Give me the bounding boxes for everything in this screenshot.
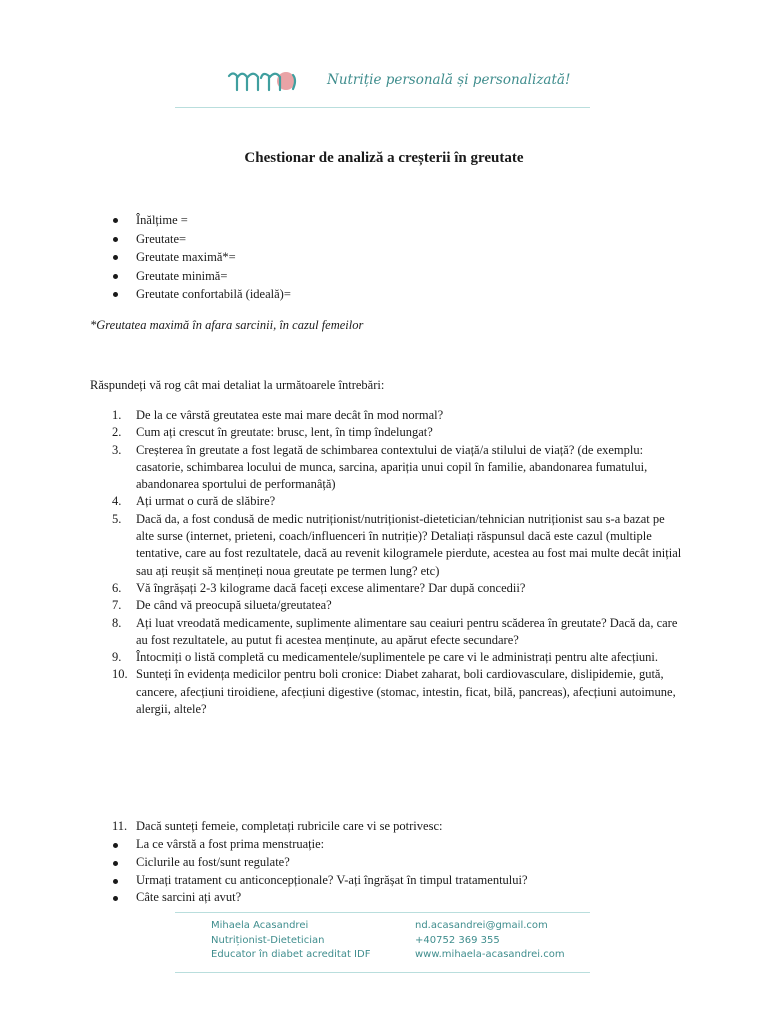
letterhead — [175, 50, 590, 108]
question-item — [113, 649, 683, 666]
list-item: Înălțime = — [113, 211, 291, 230]
question-number: 11. — [112, 819, 128, 833]
question-item — [113, 493, 683, 510]
question-text: Cum ați crescut în greutate: brusc, lent, în timp îndelungat? — [136, 425, 433, 440]
list-item: Ciclurile au fost/sunt regulate? — [113, 854, 528, 872]
question-item — [113, 580, 683, 597]
question-item — [113, 442, 683, 494]
question-text: Creșterea în greutate a fost legată de schimbarea contextului de viață/a stilului de viață? (de exemplu: casatorie, schimbarea locului de munca, sarcina, apariția unui copil în familie, abandonarea fumatului, abandonarea sportului de performanâță) — [136, 442, 648, 492]
question-number: 7. — [112, 598, 122, 613]
measurements-list — [113, 211, 291, 304]
question-number: 10. — [112, 667, 128, 682]
question-item — [113, 407, 683, 424]
question-item — [113, 666, 683, 718]
page-title: Chestionar de analiză a creșterii în greutate — [244, 150, 524, 166]
question-number: 6. — [112, 580, 122, 595]
phone-number: +40752 369 355 — [415, 934, 500, 946]
question-number: 1. — [112, 408, 122, 422]
question-text: Vă îngrășați 2-3 kilograme dacă faceți excese alimentare? Dar după concedii? — [136, 580, 526, 595]
author-certification: Educator în diabet acreditat IDF — [211, 949, 371, 960]
author-name: Mihaela Acasandrei — [211, 920, 309, 931]
list-item: Greutate confortabilă (ideală)= — [113, 285, 291, 304]
question-number: 2. — [112, 425, 122, 440]
list-item: Urmați tratament cu anticoncepționale? V-ați îngrășat în timpul tratamentului? — [113, 872, 528, 890]
list-item: Câte sarcini ați avut? — [113, 889, 528, 907]
question-number: 8. — [112, 615, 122, 630]
email-link[interactable]: nd.acasandrei@gmail.com — [415, 920, 548, 931]
list-item: Greutate minimă= — [113, 267, 291, 286]
question-text: De când vă preocupă silueta/greutatea? — [136, 598, 332, 613]
footer-contact-person — [211, 919, 370, 963]
question-item — [113, 615, 683, 650]
ma-logo-icon — [227, 66, 299, 94]
footer-contact-details — [415, 919, 565, 963]
tagline: Nutriție personală și personalizată! — [327, 72, 571, 88]
question-number: 5. — [112, 511, 122, 526]
intro-text: Răspundeți vă rog cât mai detaliat la următoarele întrebări: — [90, 378, 385, 392]
footer-divider — [175, 972, 590, 973]
question-item — [113, 424, 683, 441]
women-questions-list — [113, 836, 528, 907]
list-item: Greutate maximă*= — [113, 248, 291, 267]
question-item — [113, 597, 683, 614]
question-text: Întocmiți o listă completă cu medicamentele/suplimentele pe care vi le administrați pentru alte afecțiuni. — [136, 650, 659, 665]
footer-divider — [175, 912, 590, 913]
header-divider — [175, 107, 590, 108]
question-text: Ați urmat o cură de slăbire? — [136, 494, 276, 509]
question-text: Dacă sunteți femeie, completați rubricile care vi se potrivesc: — [136, 819, 443, 833]
question-text: Ați luat vreodată medicamente, suplimente alimentare sau ceaiuri pentru scăderea în greutate? Dacă da, care au fost rezultatele, au putut fi acestea menținute, au apărut efecte secundare? — [136, 615, 678, 647]
question-text: De la ce vârstă greutatea este mai mare decât în mod normal? — [136, 408, 444, 422]
author-role: Nutriționist-Dietetician — [211, 934, 325, 946]
question-text: Dacă da, a fost condusă de medic nutriționist/nutriționist-dietetician/tehnician nutriționist sau s-a bazat pe alte surse (internet, prieteni, coach/influenceri în nutriție)? Detaliați răspunsul dacă este cazul (multiple tentative, care au fost rezultatele, dacă au revenit kilogramele pierdute, acestea au fost mai multe decât inițial sau ați reușit să mențineți noua greutate pe termen lung? etc) — [136, 511, 682, 578]
list-item: Greutate= — [113, 230, 291, 249]
question-number: 4. — [112, 494, 122, 509]
footer — [175, 912, 590, 972]
list-item: La ce vârstă a fost prima menstruație: — [113, 836, 528, 854]
question-item — [113, 511, 683, 580]
questions-list — [113, 407, 683, 718]
website-link[interactable]: www.mihaela-acasandrei.com — [415, 949, 565, 960]
question-number: 3. — [112, 442, 122, 457]
footnote: *Greutatea maximă în afara sarcinii, în cazul femeilor — [90, 318, 364, 332]
question-number: 9. — [112, 650, 122, 665]
question-item-11 — [113, 818, 442, 835]
question-text: Sunteți în evidența medicilor pentru boli cronice: Diabet zaharat, boli cardiovasculare, dislipidemie, gută, cancere, afecțiuni tiroidiene, afecțiuni digestive (stomac, intestin, ficat, bilă, pancreas), afecțiuni autoimune, alergii, altele? — [136, 667, 676, 717]
